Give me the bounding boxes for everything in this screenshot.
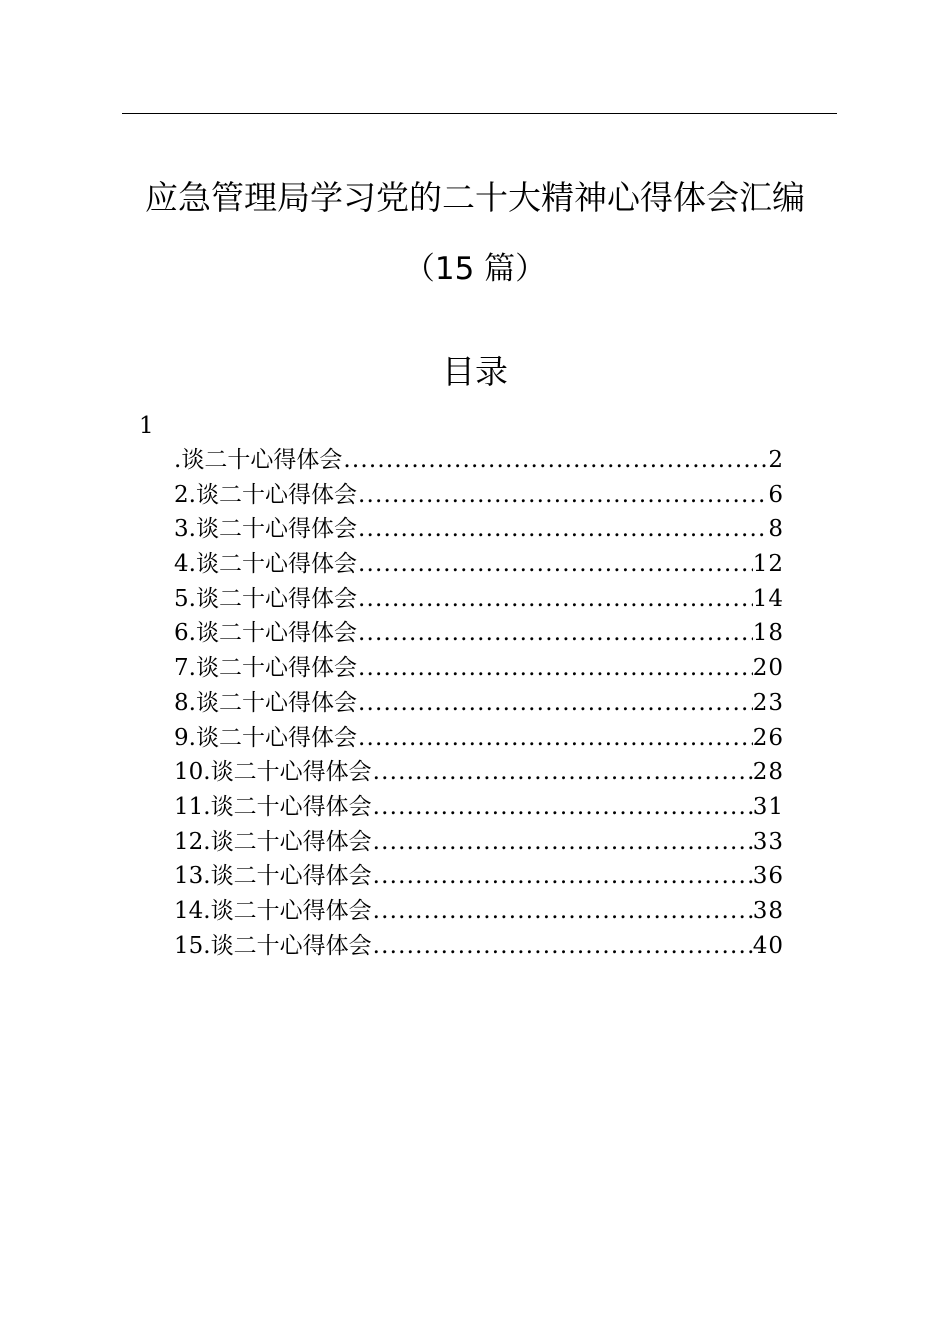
document-subtitle: （15 篇） <box>403 251 547 287</box>
toc-entry-label: 谈二十心得体会 <box>195 516 357 543</box>
toc-entry-text <box>174 651 357 686</box>
toc-entry-label: 谈二十心得体会 <box>210 828 372 855</box>
toc-entry-text <box>174 721 357 756</box>
toc-entry-number: . <box>174 447 182 473</box>
toc-dot-leader <box>372 755 753 790</box>
toc-orphan-number: 1 <box>139 413 154 439</box>
toc-page-number: 26 <box>752 724 784 751</box>
toc-entry-number: 9. <box>174 724 196 751</box>
toc-entry[interactable] <box>174 894 784 929</box>
toc-entry-text <box>174 582 357 617</box>
toc-entry-label: 谈二十心得体会 <box>195 620 357 647</box>
toc-entry[interactable] <box>174 790 784 825</box>
toc-dot-leader <box>372 894 753 929</box>
toc-entry[interactable] <box>174 859 784 894</box>
document-title: 应急管理局学习党的二十大精神心得体会汇编 <box>145 178 805 217</box>
toc-page-number: 8 <box>768 516 784 543</box>
toc-entry[interactable] <box>174 478 784 513</box>
toc-page-number: 18 <box>752 620 784 647</box>
toc-entry[interactable] <box>174 929 784 964</box>
toc-entry-text <box>174 755 372 790</box>
toc-entry-label: 谈二十心得体会 <box>210 863 372 890</box>
toc-page-number: 6 <box>768 481 784 508</box>
toc-dot-leader <box>357 651 753 686</box>
toc-entry-text <box>174 547 357 582</box>
toc-entry-text <box>174 859 372 894</box>
toc-page-number: 12 <box>752 551 784 578</box>
toc-heading: 目录 <box>442 352 508 391</box>
toc-entry[interactable] <box>174 616 784 651</box>
toc-entry-label: 谈二十心得体会 <box>210 793 372 820</box>
toc-entry-number: 8. <box>174 689 196 716</box>
toc-entry-text <box>174 894 372 929</box>
toc-entry-number: 10. <box>174 759 211 786</box>
toc-dot-leader <box>372 929 753 964</box>
toc-dot-leader <box>357 582 753 617</box>
toc-entry-number: 5. <box>174 585 196 612</box>
toc-page-number: 14 <box>752 585 784 612</box>
toc-entry-number: 6. <box>174 620 196 647</box>
toc-entry-label: 谈二十心得体会 <box>195 551 357 578</box>
toc-dot-leader <box>372 825 753 860</box>
toc-entry[interactable] <box>174 721 784 756</box>
toc-entry-text <box>174 790 372 825</box>
toc-entry-text <box>174 478 357 513</box>
toc-entry-label: 谈二十心得体会 <box>181 447 343 473</box>
toc-entry[interactable] <box>174 547 784 582</box>
toc-dot-leader <box>357 547 753 582</box>
toc-entry-label: 谈二十心得体会 <box>195 689 357 716</box>
toc-entry[interactable] <box>174 443 784 478</box>
toc-dot-leader <box>372 790 753 825</box>
toc-entry-text <box>174 825 372 860</box>
toc-entry-number: 13. <box>174 863 211 890</box>
toc-entry-number: 15. <box>174 932 211 959</box>
toc-entry[interactable] <box>174 651 784 686</box>
toc-entry-number: 12. <box>174 828 211 855</box>
toc-dot-leader <box>357 512 768 547</box>
toc-entry-text <box>174 443 342 478</box>
toc-entry[interactable] <box>174 755 784 790</box>
toc-entry-text <box>174 512 357 547</box>
toc-entry[interactable] <box>174 825 784 860</box>
toc-dot-leader <box>357 721 753 756</box>
toc-entry-label: 谈二十心得体会 <box>195 655 357 682</box>
toc-dot-leader <box>342 443 768 478</box>
toc-entry-label: 谈二十心得体会 <box>210 897 372 924</box>
toc-page-number: 40 <box>752 932 784 959</box>
toc-entry-number: 14. <box>174 897 211 924</box>
toc-entry-number: 3. <box>174 516 196 543</box>
toc-dot-leader <box>357 686 753 721</box>
toc-entry-label: 谈二十心得体会 <box>195 481 357 508</box>
toc-page-number: 20 <box>752 655 784 682</box>
toc-entry-number: 11. <box>174 793 211 820</box>
toc-entry-number: 4. <box>174 551 196 578</box>
header-rule <box>122 113 837 114</box>
toc-entry[interactable] <box>174 512 784 547</box>
table-of-contents <box>174 443 784 963</box>
toc-entry-text <box>174 929 372 964</box>
toc-page-number: 28 <box>752 759 784 786</box>
toc-entry-label: 谈二十心得体会 <box>195 585 357 612</box>
toc-entry-number: 7. <box>174 655 196 682</box>
toc-entry-label: 谈二十心得体会 <box>210 932 372 959</box>
toc-page-number: 2 <box>768 447 784 473</box>
toc-entry[interactable] <box>174 582 784 617</box>
toc-entry[interactable] <box>174 686 784 721</box>
toc-entry-text <box>174 686 357 721</box>
toc-dot-leader <box>357 478 768 513</box>
toc-entry-label: 谈二十心得体会 <box>195 724 357 751</box>
toc-page-number: 38 <box>752 897 784 924</box>
toc-entry-number: 2. <box>174 481 196 508</box>
toc-page-number: 36 <box>752 863 784 890</box>
toc-page-number: 31 <box>752 793 784 820</box>
toc-page-number: 23 <box>752 689 784 716</box>
toc-entry-label: 谈二十心得体会 <box>210 759 372 786</box>
toc-entry-text <box>174 616 357 651</box>
toc-dot-leader <box>357 616 753 651</box>
toc-page-number: 33 <box>752 828 784 855</box>
toc-dot-leader <box>372 859 753 894</box>
